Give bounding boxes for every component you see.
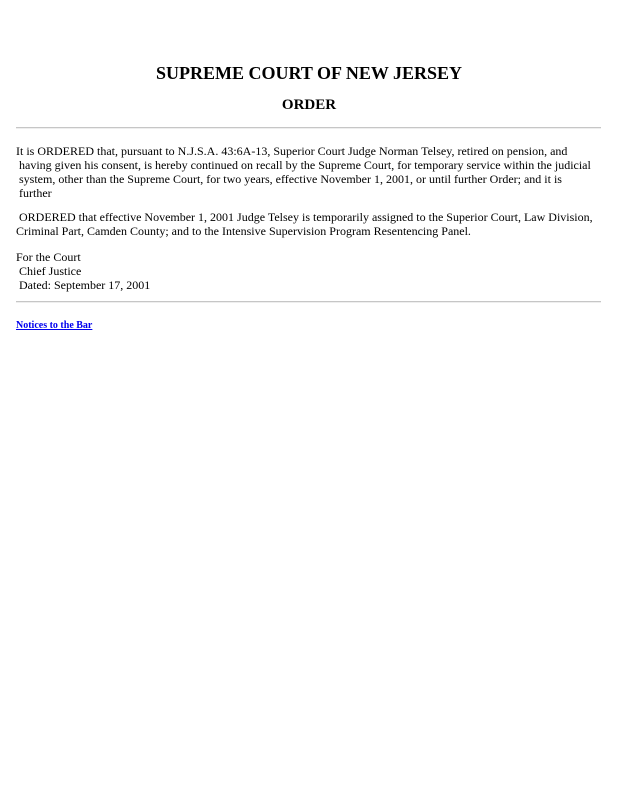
- top-divider: [16, 127, 601, 129]
- notices-to-the-bar-link[interactable]: Notices to the Bar: [16, 320, 93, 331]
- paragraph-1-line-2: having given his consent, is hereby continued on recall by the Supreme Court, for temporary service within the judicial: [19, 158, 591, 172]
- paragraph-1-line-1: It is ORDERED that, pursuant to N.J.S.A. 43:6A-13, Superior Court Judge Norman Telsey, retired on pension, and: [16, 144, 568, 158]
- order-paragraph-2: [16, 210, 606, 238]
- bottom-divider: [16, 301, 601, 303]
- for-the-court: For the Court: [16, 250, 81, 264]
- paragraph-1-line-3: system, other than the Supreme Court, for two years, effective November 1, 2001, or until further Order; and it is: [19, 172, 562, 186]
- page-title: SUPREME COURT OF NEW JERSEY: [155, 63, 463, 83]
- order-heading: ORDER: [281, 97, 337, 113]
- paragraph-1-line-4: further: [19, 186, 52, 200]
- paragraph-2-line-2: Criminal Part, Camden County; and to the Intensive Supervision Program Resentencing Panel.: [16, 224, 471, 238]
- date-line: Dated: September 17, 2001: [19, 278, 151, 292]
- signature-block: [16, 250, 150, 292]
- order-paragraph-1: [16, 144, 606, 200]
- signatory-title: Chief Justice: [19, 264, 82, 278]
- paragraph-2-line-1: ORDERED that effective November 1, 2001 Judge Telsey is temporarily assigned to the Superior Court, Law Division,: [19, 210, 593, 224]
